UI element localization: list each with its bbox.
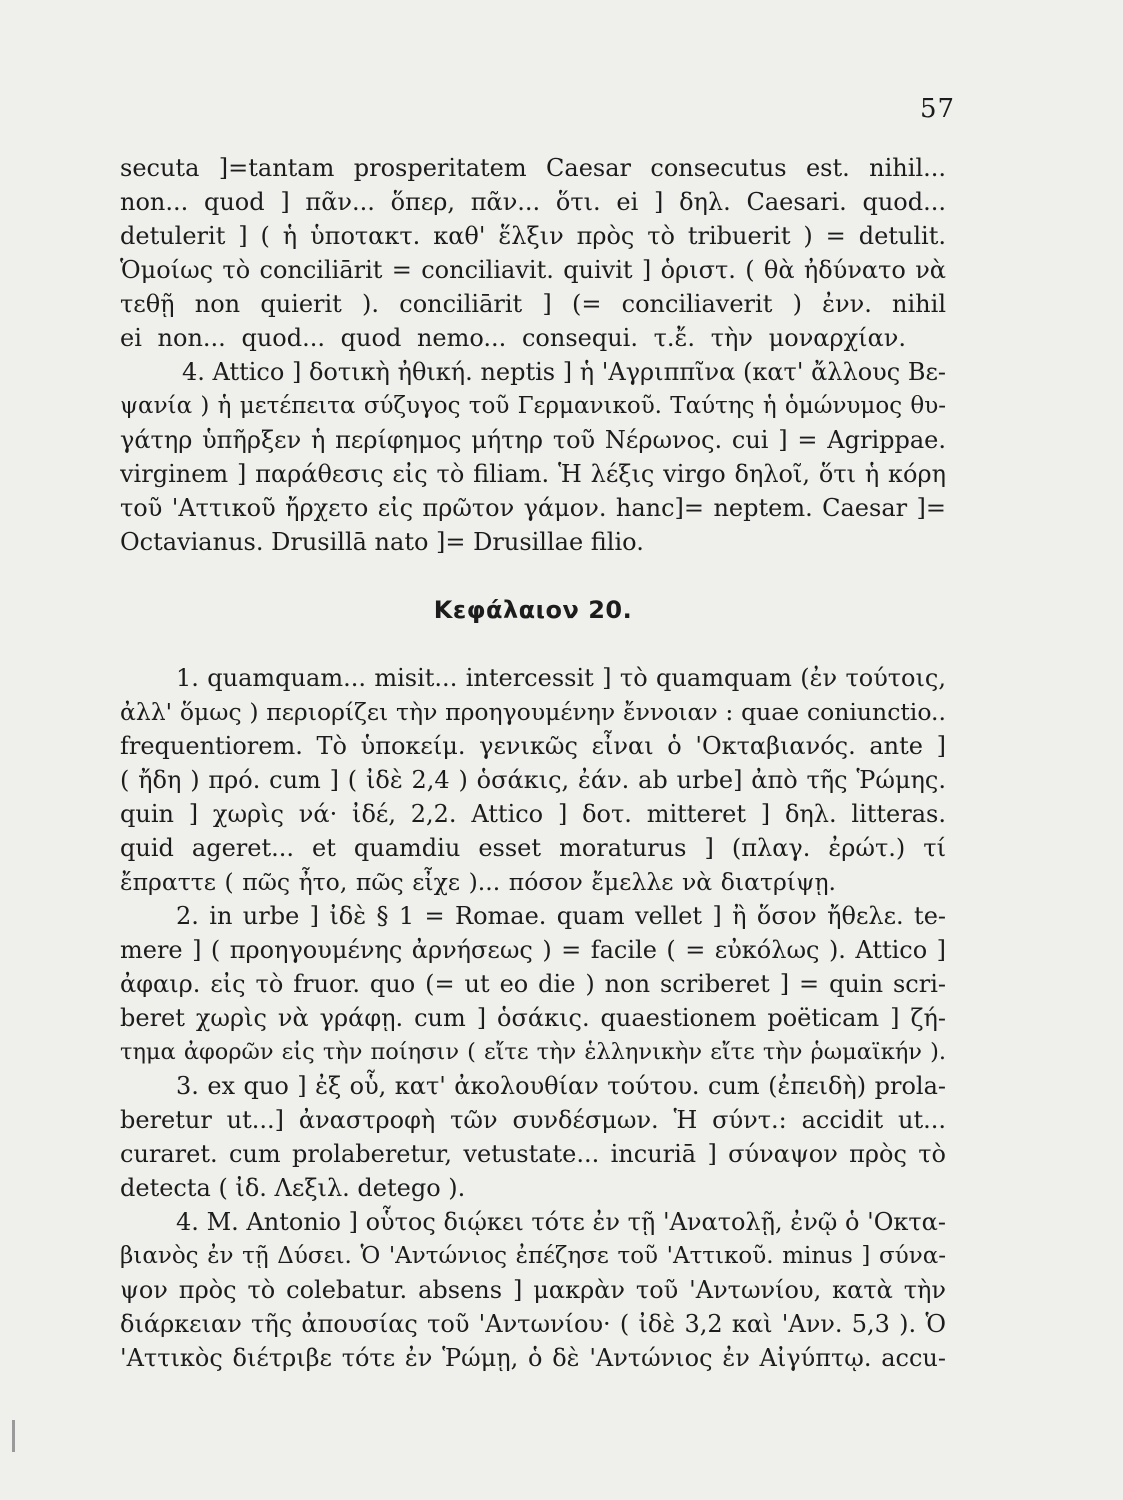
text-line: beret χωρὶς νὰ γράφῃ. cum ] ὁσάκις. quaestionem poëticam ] ζή-: [120, 1004, 946, 1032]
text-line: beretur ut...] ἀναστροφὴ τῶν συνδέσμων. Ἡ σύντ.: accidit ut...: [120, 1106, 946, 1134]
text-line: 4. Attico ] δοτικὴ ἠθική. neptis ] ἡ 'Αγριππῖνα (κατ' ἄλλους Βε-: [182, 358, 946, 386]
text-line: secuta ]=tantam prosperitatem Caesar consecutus est. nihil...: [120, 154, 946, 182]
text-line: Octavianus. Drusillā nato ]= Drusillae filio.: [120, 528, 644, 556]
scan-edge-mark: [12, 1420, 15, 1452]
page-number: 57: [920, 94, 956, 124]
text-line: ἀφαιρ. εἰς τὸ fruor. quo (= ut eo die ) non scriberet ] = quin scri-: [120, 970, 946, 998]
text-line: curaret. cum prolaberetur, vetustate... incuriā ] σύναψον πρὸς τὸ: [120, 1140, 946, 1168]
text-line: virginem ] παράθεσις εἰς τὸ filiam. Ἡ λέξις virgo δηλοῖ, ὅτι ἡ κόρη: [120, 460, 946, 488]
text-line: detecta ( ἰδ. Λεξιλ. detego ).: [120, 1174, 466, 1202]
text-line: τοῦ 'Αττικοῦ ἤρχετο εἰς πρῶτον γάμον. hanc]= neptem. Caesar ]=: [120, 494, 946, 522]
text-line: ψανία ) ἡ μετέπειτα σύζυγος τοῦ Γερμανικοῦ. Ταύτης ἡ ὁμώνυμος θυ-: [120, 393, 946, 419]
text-line: ei non... quod... quod nemo... consequi. τ.ἔ. τὴν μοναρχίαν.: [120, 324, 906, 352]
text-line: διάρκειαν τῆς ἀπουσίας τοῦ 'Αντωνίου· ( ἰδὲ 3,2 καὶ 'Ανν. 5,3 ). Ὁ: [120, 1310, 946, 1338]
text-line: ἔπραττε ( πῶς ἦτο, πῶς εἶχε )... πόσον ἔμελλε νὰ διατρίψῃ.: [120, 868, 836, 896]
text-line: quin ] χωρὶς νά· ἰδέ, 2,2. Attico ] δοτ. mitteret ] δηλ. litteras.: [120, 800, 946, 828]
commentary-block-chapter-20: [120, 661, 946, 1375]
text-line: ψον πρὸς τὸ colebatur. absens ] μακρὰν τοῦ 'Αντωνίου, κατὰ τὴν: [120, 1276, 946, 1304]
text-line: frequentiorem. Τὸ ὑποκείμ. γενικῶς εἶναι ὁ 'Οκταβιανός. ante ]: [120, 732, 946, 760]
text-line: γάτηρ ὑπῆρξεν ἡ περίφημος μήτηρ τοῦ Νέρωνος. cui ] = Agrippae.: [120, 426, 946, 454]
text-line: 2. in urbe ] ἰδὲ § 1 = Romae. quam vellet ] ἢ ὅσον ἤθελε. te-: [176, 902, 946, 930]
text-line: 'Αττικὸς διέτριβε τότε ἐν Ῥώμῃ, ὁ δὲ 'Αντώνιος ἐν Αἰγύπτῳ. accu-: [120, 1344, 946, 1372]
text-line: Ὁμοίως τὸ conciliārit = conciliavit. quivit ] ὁριστ. ( θὰ ἠδύνατο νὰ: [120, 256, 946, 284]
text-line: detulerit ] ( ἡ ὑποτακτ. καθ' ἕλξιν πρὸς τὸ tribuerit ) = detulit.: [120, 222, 946, 250]
chapter-heading: Κεφάλαιον 20.: [433, 596, 633, 624]
text-line: 1. quamquam... misit... intercessit ] τὸ quamquam (ἐν τούτοις,: [176, 664, 946, 692]
text-line: ( ἤδη ) πρό. cum ] ( ἰδὲ 2,4 ) ὁσάκις, ἐάν. ab urbe] ἀπὸ τῆς Ῥώμης.: [120, 766, 946, 794]
text-line: τεθῇ non quierit ). conciliārit ] (= conciliaverit ) ἐνν. nihil: [120, 290, 946, 318]
text-line: quid ageret... et quamdiu esset moraturus ] (πλαγ. ἐρώτ.) τί: [120, 834, 946, 862]
text-line: τημα ἀφορῶν εἰς τὴν ποίησιν ( εἴτε τὴν ἑλληνικὴν εἴτε τὴν ῥωμαϊκήν ).: [120, 1039, 946, 1065]
commentary-block-chapter-19: [120, 151, 946, 559]
text-line: βιανὸς ἐν τῇ Δύσει. Ὁ 'Αντώνιος ἐπέζησε τοῦ 'Αττικοῦ. minus ] σύνα-: [120, 1243, 946, 1269]
text-line: 3. ex quo ] ἐξ οὗ, κατ' ἀκολουθίαν τούτου. cum (ἐπειδὴ) prola-: [176, 1072, 946, 1100]
text-line: 4. M. Antonio ] οὗτος διῴκει τότε ἐν τῇ 'Ανατολῇ, ἐνῷ ὁ 'Οκτα-: [176, 1208, 946, 1236]
text-line: ἀλλ' ὅμως ) περιορίζει τὴν προηγουμένην ἔννοιαν : quae coniunctio..: [120, 698, 946, 726]
text-line: non... quod ] πᾶν... ὅπερ, πᾶν... ὅτι. ei ] δηλ. Caesari. quod...: [120, 188, 946, 216]
text-line: mere ] ( προηγουμένης ἀρνήσεως ) = facile ( = εὐκόλως ). Attico ]: [120, 936, 946, 964]
